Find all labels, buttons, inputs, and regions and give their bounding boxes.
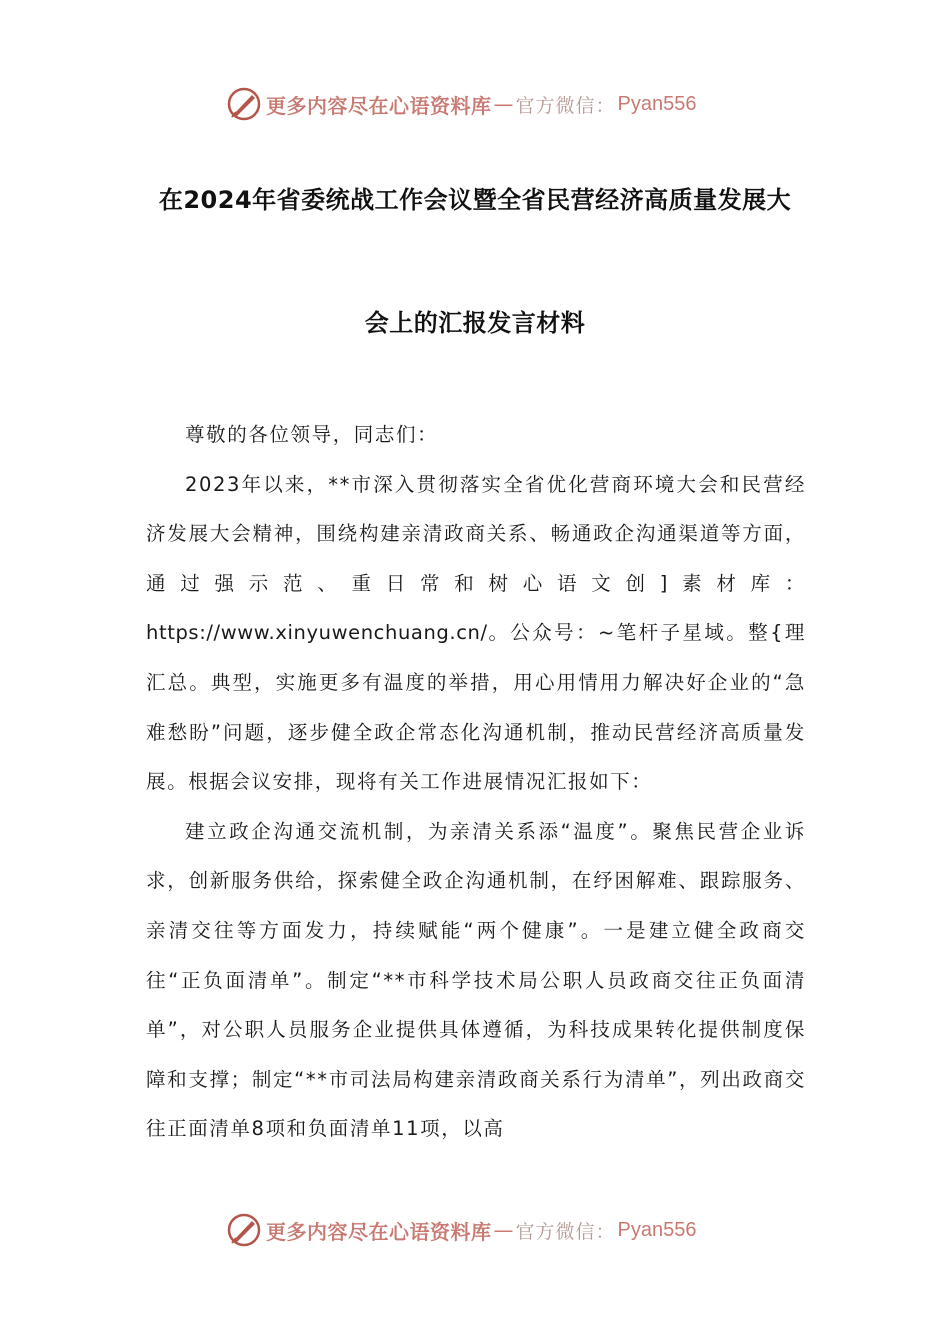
footer-promo-text: 更多内容尽在心语资料库 [266, 1219, 492, 1244]
document-body [146, 410, 806, 1154]
website-link[interactable]: https://www.xinyuwenchuang.cn/ [146, 621, 488, 645]
paragraph-2: 建立政企沟通交流机制，为亲清关系添“温度”。聚焦民营企业诉求，创新服务供给，探索健全政企沟通机制，在纾困解难、跟踪服务、亲清交往等方面发力，持续赋能“两个健康”。一是建立健全政商交往“正负面清单”。制定“**市科学技术局公职人员政商交往正负面清单”，对公职人员服务企业提供具体遵循，为科技成果转化提供制度保障和支撑；制定“**市司法局构建亲清政商关系行为清单”，列出政商交往正面清单8项和负面清单11项，以高 [146, 819, 806, 1141]
footer-dash: — [493, 1218, 514, 1242]
salutation: 尊敬的各位领导，同志们： [185, 423, 439, 446]
footer-official-label: 官方微信： [515, 1220, 616, 1243]
document-title-line-1: 在2024年省委统战工作会议暨全省民营经济高质量发展大 [158, 186, 792, 214]
header-banner [226, 84, 746, 124]
quill-logo-icon [226, 1212, 262, 1248]
footer-banner [226, 1210, 746, 1250]
document-title-line-2: 会上的汇报发言材料 [364, 309, 586, 337]
footer-wechat-id: Pyan556 [617, 1218, 697, 1241]
header-wechat-id: Pyan556 [617, 92, 697, 115]
quill-logo-icon [226, 86, 262, 122]
header-official-label: 官方微信： [515, 94, 616, 117]
header-promo-text: 更多内容尽在心语资料库 [266, 93, 492, 118]
header-dash: — [493, 92, 514, 116]
paragraph-1 [146, 460, 806, 807]
paragraph-1-text-a: 2023年以来，**市深入贯彻落实全省优化营商环境大会和民营经济发展大会精神，围绕构建亲清政商关系、畅通政企沟通渠道等方面，通过强示范、重日常和树心语文创]素材库： [146, 472, 806, 595]
paragraph-1-text-b: 。公众号：~笔杆子星域。整{理汇总。典型，实施更多有温度的举措，用心用情用力解决好企业的“急难愁盼”问题，逐步健全政企常态化沟通机制，推动民营经济高质量发展。根据会议安排，现将有关工作进展情况汇报如下： [146, 621, 806, 794]
